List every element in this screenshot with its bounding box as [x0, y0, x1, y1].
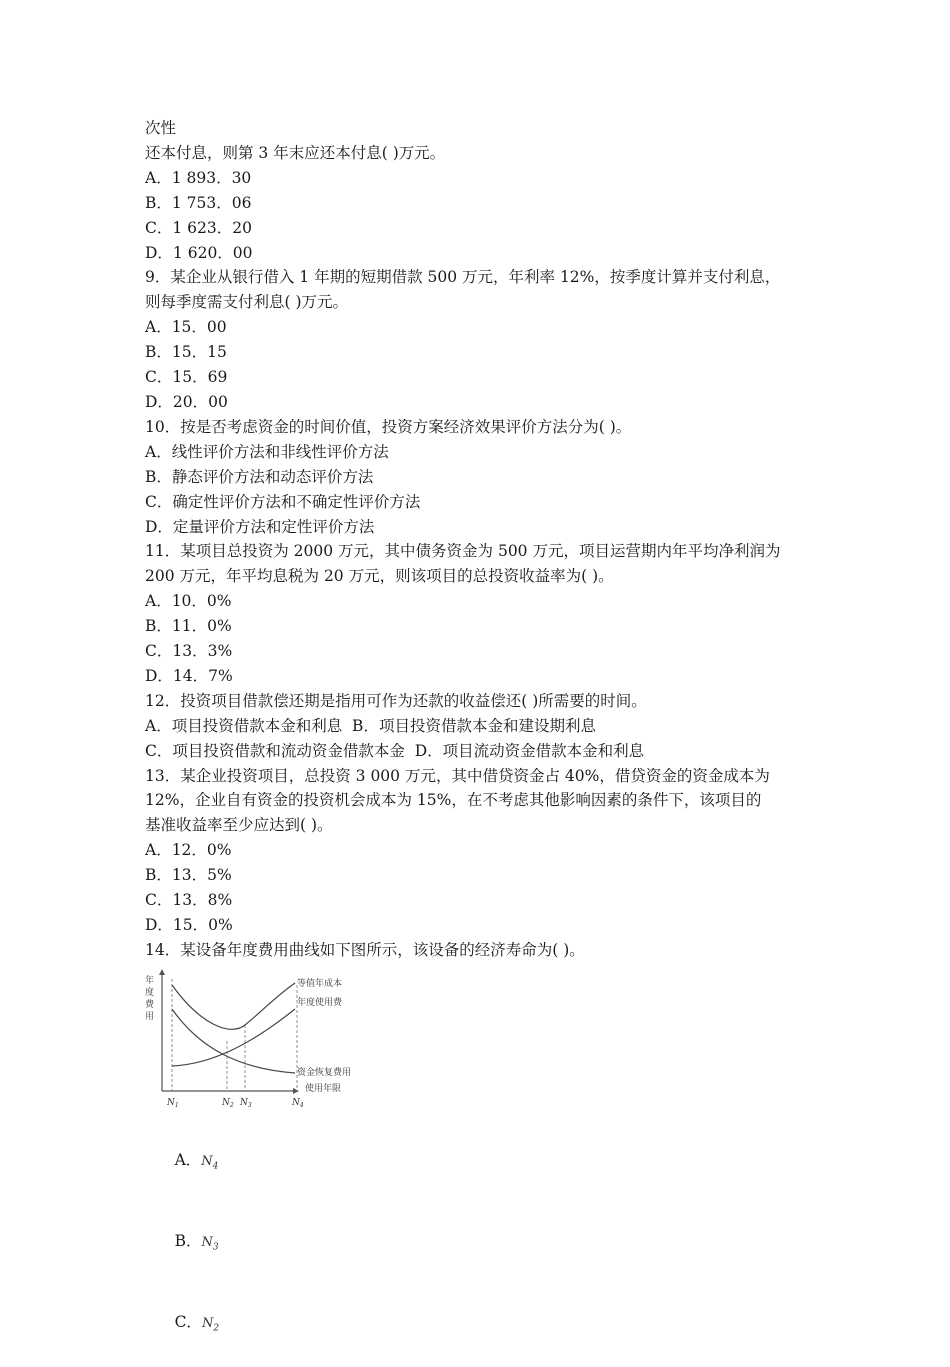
text-line: B．15．15	[145, 343, 227, 362]
text-line: C．13．3%	[145, 642, 233, 661]
text-line: B．1 753．06	[145, 193, 252, 212]
x-axis-label: 使用年限	[305, 1083, 342, 1094]
y-axis-label-2: 费	[145, 999, 155, 1010]
text-line: C．项目投资借款和流动资金借款本金 D．项目流动资金借款本金和利息	[145, 741, 645, 760]
text-line: A．15．00	[145, 318, 227, 337]
text-line: 次性	[145, 119, 177, 137]
cost-curve-figure	[145, 969, 370, 1109]
text-line: D．1 620．00	[145, 243, 253, 262]
option-a-label: A．	[174, 1150, 202, 1169]
text-line: B．13．5%	[145, 866, 232, 885]
text-line: C．15．69	[145, 368, 228, 387]
y-axis-label-0: 年	[145, 975, 155, 986]
option-a-symbol: $N_4$	[201, 1153, 219, 1172]
text-line: D．定量评价方法和定性评价方法	[145, 517, 375, 536]
text-line: A．1 893．30	[145, 168, 252, 187]
text-line: C．1 623．20	[145, 218, 252, 237]
text-line: 还本付息，则第 3 年末应还本付息( )万元。	[145, 143, 446, 162]
cost-curve-chart	[145, 969, 370, 1109]
y-axis-arrow-icon	[159, 969, 165, 975]
text-line: A．10．0%	[145, 592, 232, 611]
text-line: 14．某设备年度费用曲线如下图所示，该设备的经济寿命为( )。	[145, 940, 585, 959]
text-line: 则每季度需支付利息( )万元。	[145, 293, 349, 312]
text-line: D．20．00	[145, 392, 228, 411]
label-capital-recovery-cost: 资金恢复费用	[297, 1067, 352, 1078]
text-line: 200 万元，年平均息税为 20 万元，则该项目的总投资收益率为( )。	[145, 567, 614, 586]
option-a	[145, 1123, 810, 1204]
label-annual-usage-cost: 年度使用费	[297, 997, 343, 1008]
text-line: 基准收益率至少应达到( )。	[145, 816, 333, 835]
text-line: A．12．0%	[145, 841, 232, 860]
tick-n3: $N_3$	[240, 1097, 252, 1109]
option-c-symbol: $N_2$	[201, 1316, 220, 1334]
x-axis-arrow-icon	[293, 1088, 299, 1094]
option-b-label: B．	[174, 1232, 202, 1251]
text-line: 9．某企业从银行借入 1 年期的短期借款 500 万元，年利率 12%，按季度计算并支付利息，	[145, 268, 781, 287]
document-body	[145, 116, 810, 1367]
text-line: 10．按是否考虑资金的时间价值，投资方案经济效果评价方法分为( )。	[145, 417, 632, 436]
text-line: 13．某企业投资项目，总投资 3 000 万元，其中借贷资金占 40%，借贷资金的资金成本为	[145, 766, 770, 785]
text-line: B．静态评价方法和动态评价方法	[145, 467, 374, 486]
label-equivalent-annual-cost: 等值年成本	[297, 978, 343, 989]
question-text-block	[145, 116, 810, 963]
text-line: 12．投资项目借款偿还期是指用可作为还款的收益偿还( )所需要的时间。	[145, 691, 647, 710]
tick-n2: $N_2$	[222, 1097, 234, 1109]
tick-n1: $N_1$	[167, 1097, 179, 1109]
option-b-symbol: $N_3$	[201, 1235, 219, 1253]
option-c	[145, 1285, 810, 1366]
text-line: A．线性评价方法和非线性评价方法	[145, 442, 389, 461]
tick-n4: $N_4$	[292, 1097, 304, 1109]
option-c-label: C．	[174, 1313, 202, 1332]
y-axis-label-3: 用	[145, 1011, 155, 1022]
text-line: B．11．0%	[145, 617, 232, 636]
text-line: C．13．8%	[145, 891, 233, 910]
text-line: C．确定性评价方法和不确定性评价方法	[145, 492, 421, 511]
option-b	[145, 1204, 810, 1285]
annual-usage-cost-curve	[172, 1009, 295, 1066]
y-axis-label-1: 度	[145, 987, 155, 998]
text-line: 12%，企业自有资金的投资机会成本为 15%，在不考虑其他影响因素的条件下，该项目的	[145, 791, 762, 810]
text-line: 11．某项目总投资为 2000 万元，其中债务资金为 500 万元，项目运营期内年平均净利润为	[145, 542, 781, 561]
text-line: D．14．7%	[145, 666, 233, 685]
text-line: D．15．0%	[145, 916, 233, 934]
answer-options-bottom	[145, 1123, 810, 1367]
text-line: A．项目投资借款本金和利息 B．项目投资借款本金和建设期利息	[145, 716, 596, 735]
